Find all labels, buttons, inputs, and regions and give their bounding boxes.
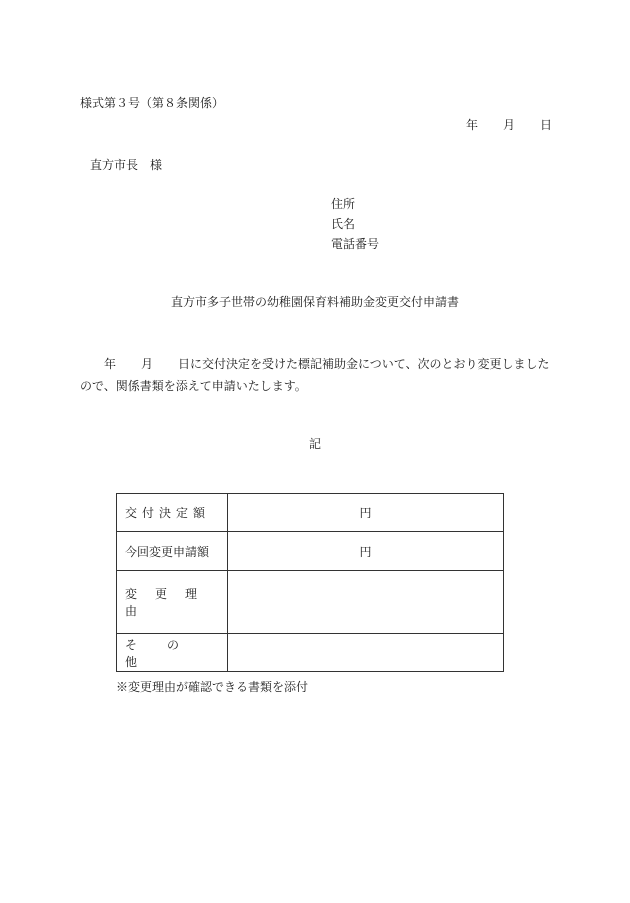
row-value-change-reason <box>228 571 504 634</box>
form-number: 様式第３号（第８条関係） <box>80 96 225 110</box>
body-month-label: 月 <box>141 357 154 371</box>
document-title: 直方市多子世帯の幼稚園保育料補助金変更交付申請書 <box>170 295 459 309</box>
row-value-grant-decision: 円 <box>228 494 504 532</box>
table-row <box>117 532 504 571</box>
ki-heading: 記 <box>308 437 321 451</box>
body-line1-text: 日に交付決定を受けた標記補助金について、次のとおり変更しました <box>178 357 550 371</box>
body-year-label: 年 <box>104 357 117 371</box>
date-month-label: 月 <box>503 118 516 132</box>
date-year-label: 年 <box>466 118 479 132</box>
row-label-grant-decision: 交付決定額 <box>125 506 211 520</box>
addressee: 直方市長 様 <box>90 158 163 172</box>
address-label: 住所 <box>331 197 356 211</box>
table-row <box>117 494 504 532</box>
row-label-change-reason: 変更理由 <box>125 587 216 618</box>
body-text <box>80 357 560 393</box>
date-day-label: 日 <box>540 118 553 132</box>
phone-label: 電話番号 <box>331 237 380 251</box>
row-value-other <box>228 634 504 672</box>
row-value-change-amount: 円 <box>228 532 504 571</box>
detail-table <box>116 493 504 672</box>
row-label-change-amount: 今回変更申請額 <box>125 544 210 559</box>
body-line2-text: ので、関係書類を添えて申請いたします。 <box>80 379 307 393</box>
footnote: ※変更理由が確認できる書類を添付 <box>116 680 309 694</box>
name-label: 氏名 <box>331 217 356 231</box>
row-label-other: その他 <box>125 637 210 669</box>
table-row <box>117 571 504 634</box>
table-row <box>117 634 504 672</box>
